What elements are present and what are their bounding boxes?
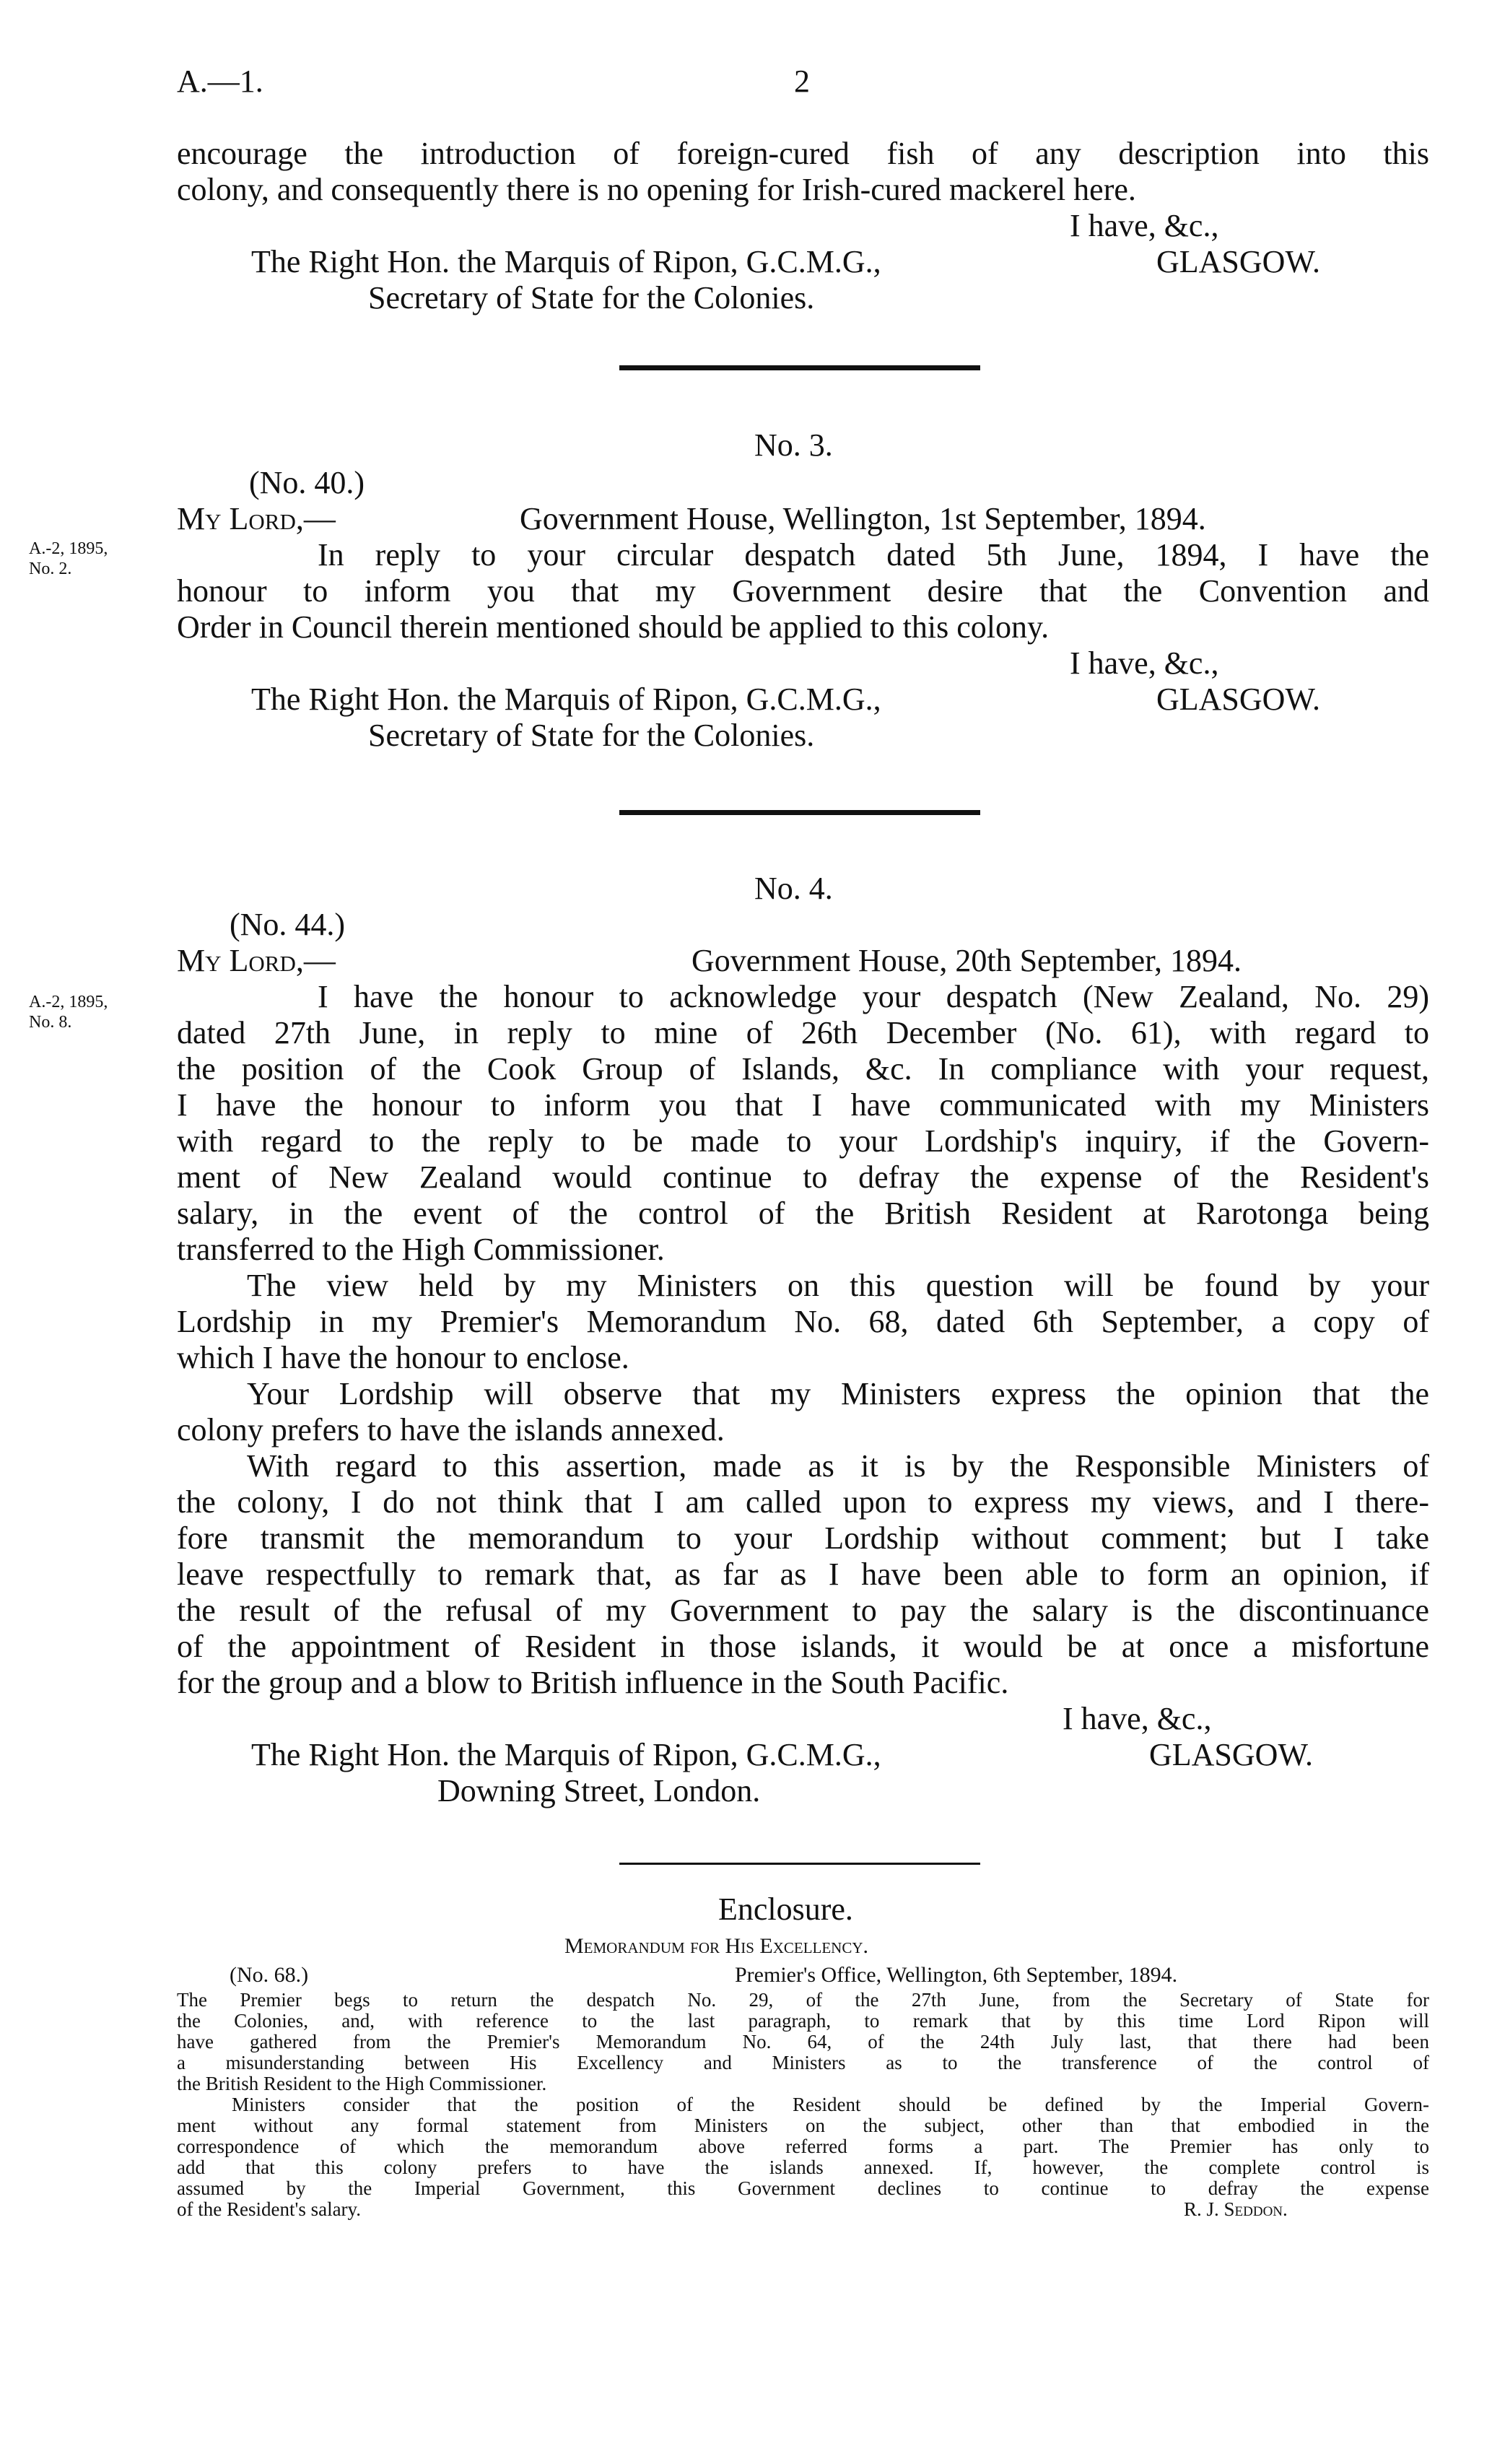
body-line: transferred to the High Commissioner. — [177, 1232, 665, 1267]
no4-body — [177, 979, 1429, 1701]
body-line: Order in Council therein mentioned should be applied to this colony. — [177, 609, 1050, 645]
section-divider — [619, 810, 980, 815]
margin-reference — [29, 992, 108, 1032]
margin-reference-line: No. 2. — [29, 560, 72, 578]
body-line: the position of the Cook Group of Islands, &c. In compliance with your request, — [177, 1051, 1429, 1087]
body-line: ment of New Zealand would continue to defray the expense of the Resident's — [177, 1159, 1429, 1195]
body-line: The view held by my Ministers on this question will be found by your — [247, 1268, 1429, 1303]
addressee-line-2: Secretary of State for the Colonies. — [368, 280, 815, 315]
enclosure-heading: Enclosure. — [718, 1891, 853, 1927]
addressee-line-2: Downing Street, London. — [437, 1773, 761, 1808]
section-heading: No. 3. — [754, 427, 833, 463]
memorandum-place-date: Premier's Office, Wellington, 6th September, 1894. — [735, 1963, 1178, 1987]
body-line: I have the honour to inform you that I have communicated with my Ministers — [177, 1087, 1429, 1123]
body-line: Ministers consider that the position of the Resident should be defined by the Imperial Govern- — [232, 2094, 1429, 2115]
addressee: The Right Hon. the Marquis of Ripon, G.C.M.G., — [251, 244, 881, 279]
body-line: ment without any formal statement from Ministers on the subject, other than that embodied in the — [177, 2115, 1429, 2136]
margin-reference-line: A.-2, 1895, — [29, 539, 108, 558]
margin-reference-line: A.-2, 1895, — [29, 993, 108, 1011]
body-line: With regard to this assertion, made as it is by the Responsible Ministers of — [247, 1448, 1429, 1484]
body-line: Lordship in my Premier's Memorandum No. 68, dated 6th September, a copy of — [177, 1304, 1429, 1339]
page-number: 2 — [794, 64, 810, 99]
body-line: fore transmit the memorandum to your Lordship without comment; but I take — [177, 1520, 1429, 1556]
margin-reference-line: No. 8. — [29, 1013, 72, 1032]
enclosure-divider — [619, 1863, 980, 1865]
no3-body — [177, 537, 1429, 645]
body-line: add that this colony prefers to have the islands annexed. If, however, the complete control is — [177, 2156, 1429, 2178]
signature: GLASGOW. — [1156, 682, 1320, 717]
addressee-line-2: Secretary of State for the Colonies. — [368, 718, 815, 753]
addressee: The Right Hon. the Marquis of Ripon, G.C.M.G., — [251, 682, 881, 717]
closing: I have, &c., — [1070, 208, 1219, 243]
body-line: In reply to your circular despatch dated 5th June, 1894, I have the — [318, 537, 1429, 573]
no2-body — [177, 136, 1429, 208]
place-date: Government House, Wellington, 1st September, 1894. — [520, 501, 1206, 536]
body-line: I have the honour to acknowledge your despatch (New Zealand, No. 29) — [318, 979, 1429, 1014]
despatch-number: (No. 40.) — [249, 465, 365, 500]
despatch-number: (No. 44.) — [230, 907, 346, 942]
body-line: correspondence of which the memorandum above referred forms a part. The Premier has only to — [177, 2136, 1429, 2157]
body-line: of the Resident's salary. — [177, 2198, 362, 2220]
body-line: the British Resident to the High Commissioner. — [177, 2073, 547, 2094]
body-line: the result of the refusal of my Government to pay the salary is the discontinuance — [177, 1593, 1429, 1628]
body-line: with regard to the reply to be made to your Lordship's inquiry, if the Govern- — [177, 1123, 1429, 1159]
body-line: dated 27th June, in reply to mine of 26th December (No. 61), with regard to — [177, 1015, 1429, 1050]
body-line: a misunderstanding between His Excellency and Ministers as to the transference of the control of — [177, 2052, 1429, 2073]
body-line: The Premier begs to return the despatch No. 29, of the 27th June, from the Secretary of State for — [177, 1989, 1429, 2011]
body-line: leave respectfully to remark that, as far as I have been able to form an opinion, if — [177, 1557, 1429, 1592]
memorandum-number: (No. 68.) — [230, 1963, 309, 1987]
page-reference: A.—1. — [177, 64, 263, 99]
body-line: colony, and consequently there is no opening for Irish-cured mackerel here. — [177, 172, 1136, 207]
signature: GLASGOW. — [1156, 244, 1320, 279]
body-line: Your Lordship will observe that my Ministers express the opinion that the — [247, 1376, 1429, 1411]
closing: I have, &c., — [1063, 1701, 1212, 1736]
salutation: My Lord,— — [177, 943, 336, 978]
section-divider — [619, 365, 980, 370]
body-line: of the appointment of Resident in those islands, it would be at once a misfortune — [177, 1629, 1429, 1664]
signature: GLASGOW. — [1149, 1737, 1313, 1772]
body-line: the Colonies, and, with reference to the last paragraph, to remark that by this time Lord Ripon will — [177, 2010, 1429, 2032]
body-line: salary, in the event of the control of the British Resident at Rarotonga being — [177, 1196, 1429, 1231]
body-line: the colony, I do not think that I am called upon to express my views, and I there- — [177, 1484, 1429, 1520]
addressee: The Right Hon. the Marquis of Ripon, G.C.M.G., — [251, 1737, 881, 1772]
body-line: have gathered from the Premier's Memorandum No. 64, of the 24th July last, that there had been — [177, 2031, 1429, 2052]
closing: I have, &c., — [1070, 645, 1219, 681]
section-heading: No. 4. — [754, 871, 833, 906]
margin-reference — [29, 539, 108, 579]
body-line: for the group and a blow to British influence in the South Pacific. — [177, 1665, 1009, 1700]
body-line: honour to inform you that my Government desire that the Convention and — [177, 573, 1429, 609]
place-date: Government House, 20th September, 1894. — [692, 943, 1242, 978]
body-line: colony prefers to have the islands annexed. — [177, 1412, 725, 1448]
body-line: which I have the honour to enclose. — [177, 1340, 629, 1375]
memorandum-body — [177, 1990, 1429, 2220]
body-line: assumed by the Imperial Government, this Government declines to continue to defray the expense — [177, 2177, 1429, 2199]
body-line: encourage the introduction of foreign-cured fish of any description into this — [177, 136, 1429, 171]
memorandum-title: Memorandum for His Excellency. — [564, 1934, 869, 1958]
salutation: My Lord,— — [177, 501, 336, 536]
memorandum-signature: R. J. Seddon. — [1184, 2198, 1288, 2220]
